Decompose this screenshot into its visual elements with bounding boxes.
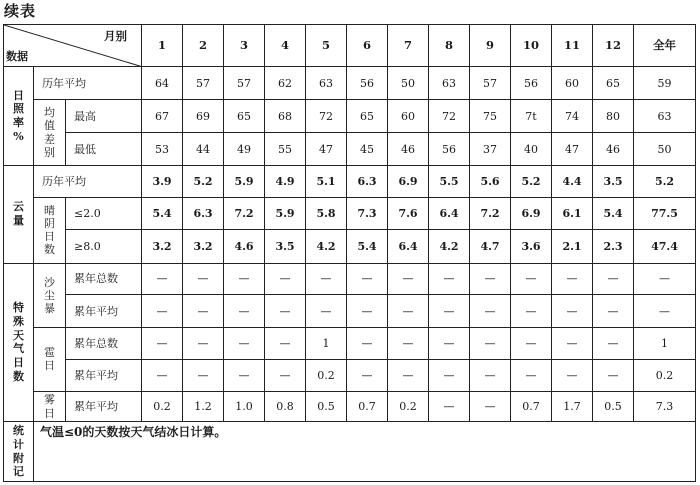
data-cell: 3.2 [142, 229, 183, 263]
data-cell: 0.2 [388, 391, 429, 422]
data-cell: — [634, 263, 696, 295]
data-cell: 5.9 [224, 165, 265, 197]
row-label: 最低 [66, 133, 142, 166]
data-cell: — [552, 359, 593, 391]
data-cell: 6.4 [429, 197, 470, 229]
data-cell: — [224, 328, 265, 360]
data-cell: 0.2 [142, 391, 183, 422]
month-header: 12 [593, 25, 634, 67]
data-cell: — [552, 263, 593, 295]
data-cell: — [306, 295, 347, 328]
table-row [4, 133, 696, 166]
data-cell: 50 [634, 133, 696, 166]
row-label: 最高 [66, 100, 142, 133]
data-cell: 46 [593, 133, 634, 166]
month-header: 11 [552, 25, 593, 67]
row-label: ≤2.0 [66, 197, 142, 229]
table-row [4, 422, 696, 482]
group-label-cloud: 云 量 [4, 165, 34, 263]
data-cell: 3.6 [511, 229, 552, 263]
data-cell: — [429, 391, 470, 422]
month-header: 5 [306, 25, 347, 67]
month-header: 8 [429, 25, 470, 67]
data-cell: — [470, 295, 511, 328]
month-header: 10 [511, 25, 552, 67]
month-header: 全年 [634, 25, 696, 67]
data-cell: — [593, 295, 634, 328]
data-cell: 5.8 [306, 197, 347, 229]
data-cell: — [183, 359, 224, 391]
data-cell: 5.1 [306, 165, 347, 197]
data-cell: 60 [552, 67, 593, 100]
month-header: 9 [470, 25, 511, 67]
row-label: 累年平均 [66, 295, 142, 328]
data-cell: — [593, 359, 634, 391]
data-cell: 6.3 [347, 165, 388, 197]
data-cell: 0.7 [511, 391, 552, 422]
data-cell: 1.0 [224, 391, 265, 422]
data-cell: 5.4 [142, 197, 183, 229]
row-label: 累年平均 [66, 391, 142, 422]
data-cell: — [511, 263, 552, 295]
data-cell: 65 [593, 67, 634, 100]
data-cell: — [552, 328, 593, 360]
data-cell: — [429, 359, 470, 391]
data-cell: 62 [265, 67, 306, 100]
data-cell: — [429, 263, 470, 295]
table-row [4, 295, 696, 328]
data-cell: 7.3 [634, 391, 696, 422]
data-cell: — [470, 359, 511, 391]
data-cell: 0.2 [634, 359, 696, 391]
group-label-sunshine: 日 照 率 % [4, 67, 34, 166]
table-row [4, 67, 696, 100]
data-cell: 3.5 [593, 165, 634, 197]
corner-header [4, 25, 142, 67]
data-cell: 46 [388, 133, 429, 166]
data-cell: 45 [347, 133, 388, 166]
notes-label: 统 计 附 记 [4, 422, 34, 482]
data-cell: — [470, 391, 511, 422]
data-cell: — [552, 295, 593, 328]
data-cell: 55 [265, 133, 306, 166]
month-header: 6 [347, 25, 388, 67]
data-cell: 1.7 [552, 391, 593, 422]
data-cell: 56 [347, 67, 388, 100]
data-cell: 37 [470, 133, 511, 166]
data-cell: 4.2 [429, 229, 470, 263]
data-cell: 69 [183, 100, 224, 133]
data-cell: 6.4 [388, 229, 429, 263]
data-cell: 5.4 [593, 197, 634, 229]
month-header: 7 [388, 25, 429, 67]
data-cell: — [306, 263, 347, 295]
table-row [4, 328, 696, 360]
table-row [4, 100, 696, 133]
data-cell: — [593, 328, 634, 360]
data-cell: 2.3 [593, 229, 634, 263]
data-cell: — [429, 328, 470, 360]
data-cell: 80 [593, 100, 634, 133]
data-cell: 68 [265, 100, 306, 133]
month-axis-label: 月别 [104, 29, 128, 43]
data-cell: 63 [429, 67, 470, 100]
data-cell: 50 [388, 67, 429, 100]
subgroup-label: 均 值 差 别 [34, 100, 66, 166]
data-cell: — [142, 263, 183, 295]
data-cell: — [183, 263, 224, 295]
data-cell: — [470, 263, 511, 295]
data-cell: 3.5 [265, 229, 306, 263]
data-cell: — [429, 295, 470, 328]
data-cell: 40 [511, 133, 552, 166]
data-cell: 65 [224, 100, 265, 133]
data-cell: 75 [470, 100, 511, 133]
data-cell: 5.9 [265, 197, 306, 229]
subgroup-label: 晴 阴 日 数 [34, 197, 66, 263]
data-cell: — [634, 295, 696, 328]
data-cell: 4.7 [470, 229, 511, 263]
data-cell: 64 [142, 67, 183, 100]
notes-text: 气温≤0的天数按天气结冰日计算。 [34, 422, 696, 482]
row-label: 历年平均 [34, 165, 142, 197]
data-cell: — [142, 295, 183, 328]
data-cell: 7.2 [224, 197, 265, 229]
data-cell: 44 [183, 133, 224, 166]
data-cell: 3.9 [142, 165, 183, 197]
data-cell: 7t [511, 100, 552, 133]
month-header: 4 [265, 25, 306, 67]
data-cell: 6.9 [388, 165, 429, 197]
data-cell: 56 [429, 133, 470, 166]
data-cell: 47 [552, 133, 593, 166]
table-row [4, 165, 696, 197]
data-cell: — [347, 263, 388, 295]
data-cell: 7.2 [470, 197, 511, 229]
group-label-special: 特 殊 天 气 日 数 [4, 263, 34, 422]
data-cell: — [511, 328, 552, 360]
table-row [4, 391, 696, 422]
data-cell: 57 [224, 67, 265, 100]
data-cell: — [224, 295, 265, 328]
table-row [4, 263, 696, 295]
data-cell: 47 [306, 133, 347, 166]
data-cell: 57 [470, 67, 511, 100]
month-header: 2 [183, 25, 224, 67]
data-cell: 63 [634, 100, 696, 133]
data-cell: — [347, 359, 388, 391]
data-cell: 77.5 [634, 197, 696, 229]
data-cell: — [388, 328, 429, 360]
data-cell: 6.1 [552, 197, 593, 229]
data-cell: 2.1 [552, 229, 593, 263]
data-cell: 72 [429, 100, 470, 133]
data-cell: 1 [306, 328, 347, 360]
data-cell: 65 [347, 100, 388, 133]
table-row [4, 197, 696, 229]
data-cell: 7.3 [347, 197, 388, 229]
data-cell: — [388, 263, 429, 295]
data-cell: 0.5 [306, 391, 347, 422]
data-cell: — [265, 263, 306, 295]
subgroup-label: 雹 日 [34, 328, 66, 392]
data-cell: 74 [552, 100, 593, 133]
data-cell: — [265, 328, 306, 360]
data-cell: 57 [183, 67, 224, 100]
data-cell: — [224, 359, 265, 391]
data-cell: 56 [511, 67, 552, 100]
row-label: 累年平均 [66, 359, 142, 391]
table-row [4, 359, 696, 391]
data-cell: — [388, 295, 429, 328]
data-cell: — [470, 328, 511, 360]
data-cell: 3.2 [183, 229, 224, 263]
data-cell: — [265, 359, 306, 391]
data-cell: — [347, 328, 388, 360]
climate-table [3, 24, 696, 482]
data-cell: — [265, 295, 306, 328]
month-header: 1 [142, 25, 183, 67]
data-cell: 0.7 [347, 391, 388, 422]
data-cell: 47.4 [634, 229, 696, 263]
data-cell: — [511, 359, 552, 391]
data-cell: 4.2 [306, 229, 347, 263]
subgroup-label: 沙 尘 暴 [34, 263, 66, 328]
data-cell: — [183, 328, 224, 360]
data-cell: 0.5 [593, 391, 634, 422]
data-cell: 6.3 [183, 197, 224, 229]
data-axis-label: 数据 [6, 50, 28, 64]
subgroup-label: 雾 日 [34, 391, 66, 422]
data-cell: 4.6 [224, 229, 265, 263]
data-cell: — [347, 295, 388, 328]
data-cell: 5.2 [634, 165, 696, 197]
data-cell: 0.2 [306, 359, 347, 391]
table-caption: 续表 [4, 2, 37, 20]
data-cell: 1 [634, 328, 696, 360]
data-cell: 1.2 [183, 391, 224, 422]
data-cell: 0.8 [265, 391, 306, 422]
data-cell: — [224, 263, 265, 295]
data-cell: 5.2 [183, 165, 224, 197]
data-cell: 59 [634, 67, 696, 100]
data-cell: 72 [306, 100, 347, 133]
data-cell: 5.5 [429, 165, 470, 197]
table-row [4, 229, 696, 263]
row-label: 累年总数 [66, 328, 142, 360]
data-cell: — [142, 328, 183, 360]
data-cell: 67 [142, 100, 183, 133]
data-cell: 4.9 [265, 165, 306, 197]
data-cell: — [388, 359, 429, 391]
row-label: 累年总数 [66, 263, 142, 295]
data-cell: 49 [224, 133, 265, 166]
data-cell: 6.9 [511, 197, 552, 229]
data-cell: — [511, 295, 552, 328]
table-row [4, 25, 696, 67]
data-cell: — [593, 263, 634, 295]
data-cell: 60 [388, 100, 429, 133]
data-cell: 7.6 [388, 197, 429, 229]
data-cell: — [142, 359, 183, 391]
data-cell: 63 [306, 67, 347, 100]
data-cell: 4.4 [552, 165, 593, 197]
data-cell: 5.4 [347, 229, 388, 263]
row-label: ≥8.0 [66, 229, 142, 263]
data-cell: 5.2 [511, 165, 552, 197]
data-cell: — [183, 295, 224, 328]
data-cell: 53 [142, 133, 183, 166]
data-cell: 5.6 [470, 165, 511, 197]
row-label: 历年平均 [34, 67, 142, 100]
month-header: 3 [224, 25, 265, 67]
